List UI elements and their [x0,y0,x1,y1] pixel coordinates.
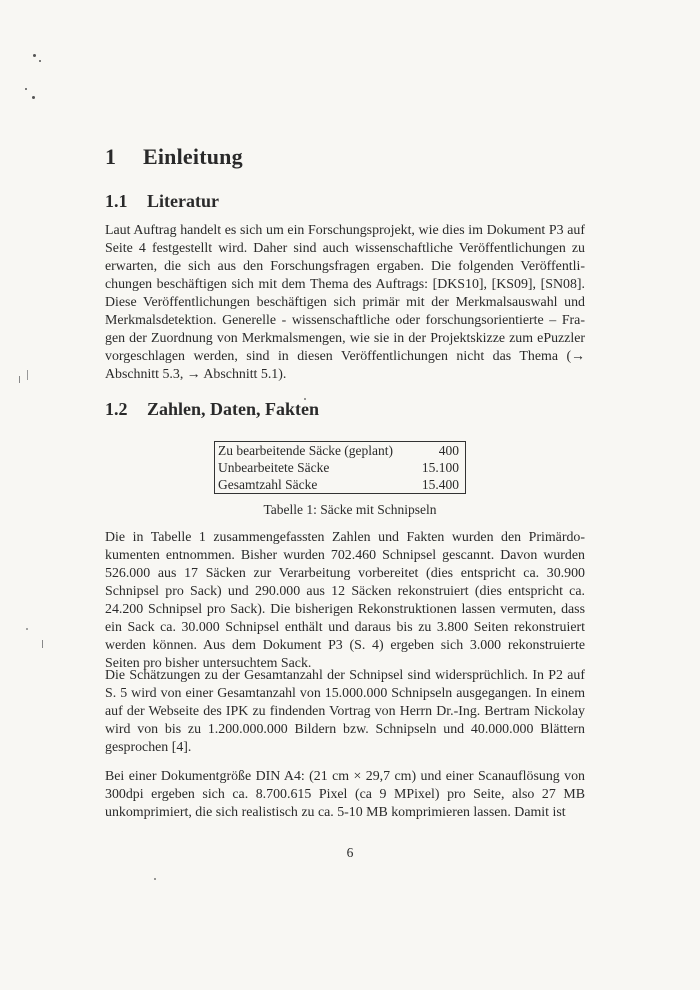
table-cell-label: Unbearbeitete Säcke [218,460,330,475]
paragraph-zahlen: Die in Tabelle 1 zusammengefassten Zahlen und Fakten wurden den Primärdokumenten entnommen. Bisher wurden 702.460 Schnipsel gescannt. Davon wurden 526.000 aus 17 Säcken zur Verarbeitung vorbereitet (dies entspricht ca. 30.900 Schnipsel pro Sack) und 290.000 aus 12 Säcken rekonstruiert (dies entspricht ca. 24.200 Schnipsel pro Sack). Die bisherigen Rekonstruktionen lassen vermuten, dass ein Sack ca. 30.000 Schnipsel enthält und daraus bis zu 3.800 Seiten rekonstruiert werden können. Aus dem Dokument P3 (S. 4) ergeben sich 3.000 rekonstruierte Seiten pro bisher untersuchtem Sack. [105,530,585,671]
table-cell-label: Gesamtzahl Säcke [218,477,318,492]
section-heading [105,144,243,170]
subsection-title: Literatur [147,191,219,211]
scan-speck [25,88,27,90]
subsection-number: 1.1 [105,191,128,211]
scan-speck [32,96,35,99]
scan-speck [26,628,28,630]
table-caption: Tabelle 1: Säcke mit Schnipseln [263,502,437,517]
scan-speck [33,54,36,57]
scan-speck [27,370,28,380]
subsection-number: 1.2 [105,399,128,419]
subsection-heading-literatur [105,191,219,212]
page-number: 6 [346,845,354,860]
paragraph-dokumentgroesse: Bei einer Dokumentgröße DIN A4: (21 cm × 29,7 cm) und einer Scanauflösung von 300dpi ergeben sich ca. 8.700.615 Pixel (ca 9 MPixel) pro Seite, also 27 MB unkomprimiert, die sich realistisch zu ca. 5-10 MB komprimieren lassen. Damit ist [105,769,585,820]
table-row [215,459,466,476]
table-cell-value: 400 [438,443,459,458]
subsection-title: Zahlen, Daten, Fakten [147,399,320,419]
scan-speck [42,640,43,648]
scan-speck [154,878,156,880]
section-number: 1 [105,144,117,169]
subsection-heading-zahlen [105,399,319,420]
scan-speck [39,60,41,62]
section-title: Einleitung [143,144,243,169]
table-cell-value: 15.400 [421,477,459,492]
table-row [215,442,466,460]
paragraph-literatur: Laut Auftrag handelt es sich um ein Forschungsprojekt, wie dies im Dokument P3 auf Seite 4 festgestellt wird. Daher sind auch wissenschaftliche Veröffentlichungen zu erwarten, die sich aus den Forschungsfragen ergaben. Die folgenden Veröffentlichungen beschäftigen sich mit dem Thema des Auftrags: [DKS10], [KS09], [SN08]. Diese Veröffentlichungen beschäftigen sich primär mit der Merkmalsauswahl und Merkmalsdetektion. Generelle - wissenschaftliche oder forschungsorientierte – Fragen der Zuordnung von Merkmalsmengen, wie sie in der Projektskizze zum ePuzzler vorgeschlagen werden, sind in diesen Veröffentlichungen nicht das Thema (→ Abschnitt 5.3, → Abschnitt 5.1). [105,223,585,382]
paragraph-schaetzungen: Die Schätzungen zu der Gesamtanzahl der Schnipsel sind widersprüchlich. In P2 auf S. 5 wird von einer Gesamtanzahl von 15.000.000 Schnipseln ausgegangen. In einem auf der Webseite des IPK zu findenden Vortrag von Herrn Dr.-Ing. Bertram Nickolay wird von bis zu 1.200.000.000 Bildern bzw. Schnipseln und 40.000.000 Blättern gesprochen [4]. [105,668,585,755]
table-cell-value: 15.100 [421,460,459,475]
scan-speck [19,376,20,383]
table-cell-label: Zu bearbeitende Säcke (geplant) [218,443,394,458]
table-row [215,476,466,494]
sacks-table [214,441,466,494]
